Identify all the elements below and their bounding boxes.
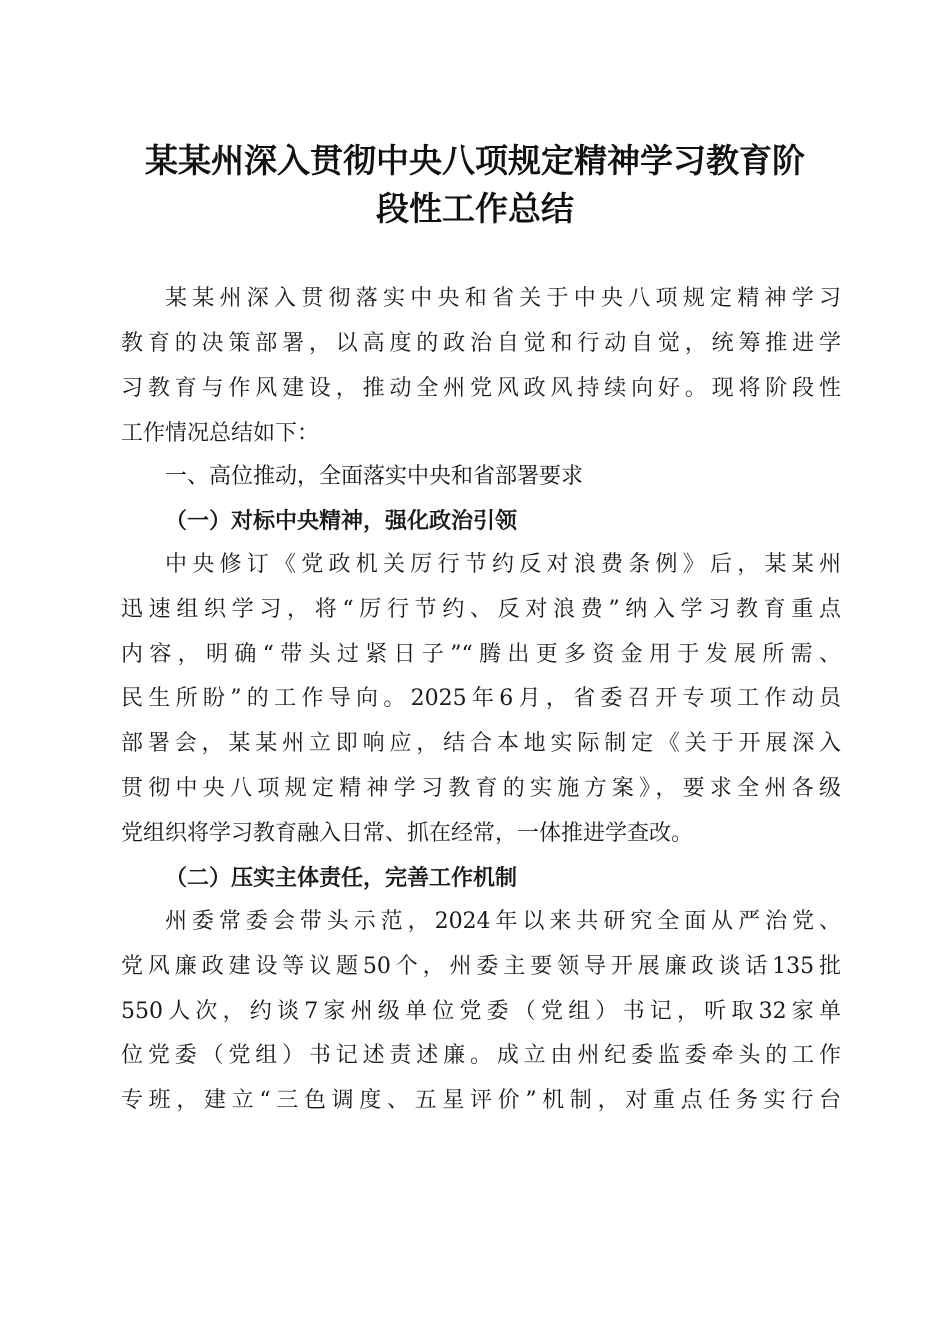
sub2-line-1: 州委常委会带头示范，2024年以来共研究全面从严治党、 xyxy=(165,909,841,934)
sub1-line-6: 贯彻中央八项规定精神学习教育的实施方案》，要求全州各级 xyxy=(121,776,841,801)
sub2-line-4: 位党委（党组）书记述责述廉。成立由州纪委监委牵头的工作 xyxy=(121,1043,841,1068)
document-title-line-1: 某某州深入贯彻中央八项规定精神学习教育阶 xyxy=(145,141,805,180)
intro-line-1: 某某州深入贯彻落实中央和省关于中央八项规定精神学习 xyxy=(165,286,841,311)
sub2-line-3: 550人次，约谈7家州级单位党委（党组）书记，听取32家单 xyxy=(121,999,841,1024)
sub2-line-2: 党风廉政建设等议题50个，州委主要领导开展廉政谈话135批 xyxy=(121,954,841,979)
sub1-line-2: 迅速组织学习，将“厉行节约、反对浪费”纳入学习教育重点 xyxy=(121,597,841,622)
sub1-line-7: 党组织将学习教育融入日常、抓在经常，一体推进学查改。 xyxy=(121,821,694,846)
sub1-line-3: 内容，明确“带头过紧日子”“腾出更多资金用于发展所需、 xyxy=(121,642,841,667)
intro-line-3: 习教育与作风建设，推动全州党风政风持续向好。现将阶段性 xyxy=(121,376,841,401)
section-1-heading: 一、高位推动，全面落实中央和省部署要求 xyxy=(165,464,584,489)
intro-line-4: 工作情况总结如下： xyxy=(121,421,320,446)
document-title-line-2: 段性工作总结 xyxy=(376,189,574,228)
subsection-2-heading: （二）压实主体责任，完善工作机制 xyxy=(165,865,518,891)
sub1-line-1: 中央修订《党政机关厉行节约反对浪费条例》后，某某州 xyxy=(165,552,841,577)
sub2-line-5: 专班，建立“三色调度、五星评价”机制，对重点任务实行台 xyxy=(121,1088,841,1113)
sub1-line-5: 部署会，某某州立即响应，结合本地实际制定《关于开展深入 xyxy=(121,731,841,756)
intro-line-2: 教育的决策部署，以高度的政治自觉和行动自觉，统筹推进学 xyxy=(121,331,841,356)
subsection-1-heading: （一）对标中央精神，强化政治引领 xyxy=(165,508,518,534)
sub1-line-4: 民生所盼”的工作导向。2025年6月，省委召开专项工作动员 xyxy=(121,686,841,711)
